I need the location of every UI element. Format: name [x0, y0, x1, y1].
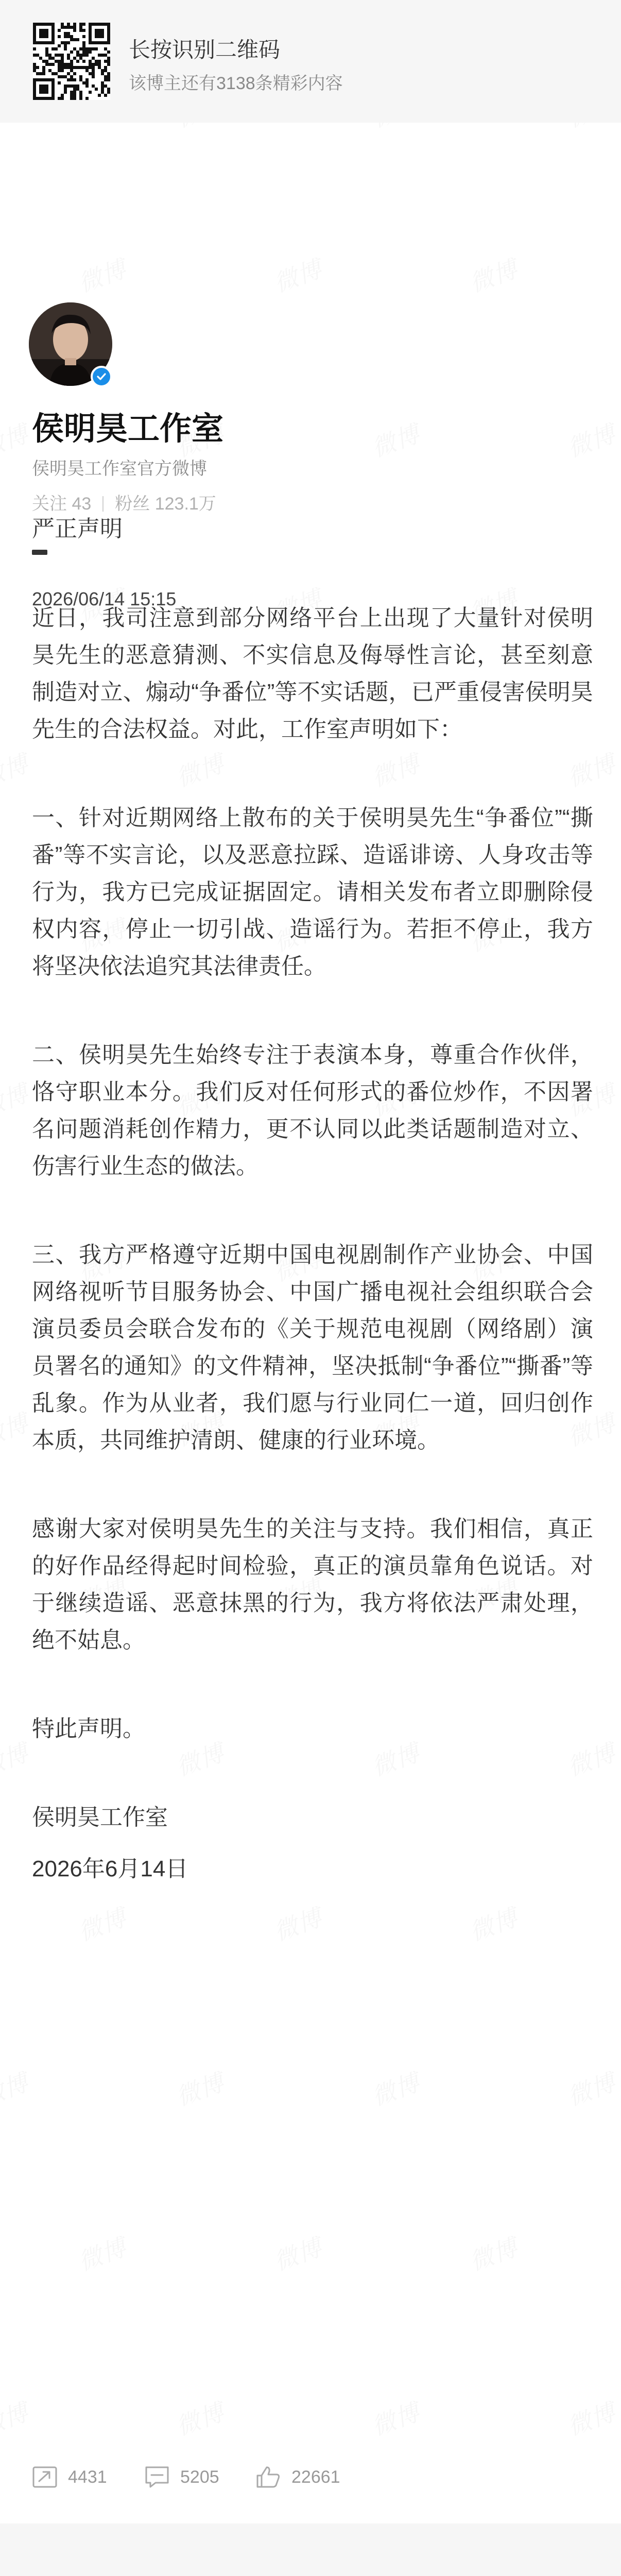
watermark-text [0, 2064, 33, 2113]
thumbs-up-icon [255, 2465, 281, 2489]
post-paragraph-one: 一、针对近期网络上散布的关于侯明昊先生“争番位”“撕番”等不实言论，以及恶意拉踩、造谣诽谤、人身攻击等行为，我方已完成证据固定。请相关发布者立即删除侵权内容，停止一切引战、造谣行为。若拒不停止，我方将坚决依法追究其法律责任。 [32, 805, 593, 979]
watermark-text [0, 745, 33, 794]
watermark-text [367, 2394, 425, 2443]
post-paragraph-thanks: 感谢大家对侯明昊先生的关注与支持。我们相信，真正的好作品经得起时间检验，真正的演员靠角色说话。对于继续造谣、恶意抹黑的行为，我方将依法严肃处理，绝不姑息。 [32, 1516, 593, 1653]
repost-icon [32, 2466, 58, 2488]
watermark-text [562, 2394, 620, 2443]
post-paragraph-closing: 特此声明。 [32, 1716, 145, 1741]
watermark-text [171, 2064, 229, 2113]
repost-count: 4431 [68, 2467, 107, 2487]
watermark-text [562, 415, 620, 464]
watermark-text [269, 250, 327, 299]
watermark-text [464, 1899, 523, 1948]
comment-count: 5205 [180, 2467, 219, 2487]
watermark-text [367, 2064, 425, 2113]
watermark-text [73, 1899, 131, 1948]
comment-button[interactable] [144, 2459, 219, 2495]
post-paragraph-intro: 近日，我司注意到部分网络平台上出现了大量针对侯明昊先生的恶意猜测、不实信息及侮辱性言论，甚至刻意制造对立、煽动“争番位”等不实话题，已严重侵害侯明昊先生的合法权益。对此，工作室声明如下： [32, 605, 593, 742]
watermark-text [367, 415, 425, 464]
post-signature-date: 2026年6月14日 [32, 1856, 188, 1882]
post-paragraph-three: 三、我方严格遵守近期中国电视剧制作产业协会、中国网络视听节目服务协会、中国广播电视社会组织联合会演员委员会联合发布的《关于规范电视剧（网络剧）演员署名的通知》的文件精神，坚决抵制“争番位”“撕番”等乱象。作为从业者，我们愿与行业同仁一道，回归创作本质，共同维护清朗、健康的行业环境。 [32, 1242, 593, 1453]
watermark-text [0, 1075, 33, 1124]
watermark-text [0, 2394, 33, 2443]
stats-divider [102, 496, 104, 512]
post-body [32, 510, 593, 1888]
like-count: 22661 [291, 2467, 340, 2487]
profile-name[interactable]: 侯明昊工作室 [32, 411, 224, 447]
verified-badge-icon [91, 366, 112, 387]
watermark-text [0, 1404, 33, 1453]
watermark-text [0, 415, 33, 464]
qr-code-icon[interactable] [33, 23, 110, 100]
profile-description: 侯明昊工作室官方微博 [32, 459, 207, 479]
bottom-qr-banner[interactable] [0, 2523, 621, 2576]
followers-count[interactable]: 粉丝 123.1万 [115, 494, 216, 514]
comment-icon [144, 2465, 170, 2489]
watermark-text [562, 2064, 620, 2113]
watermark-text [171, 2394, 229, 2443]
watermark-text [269, 1899, 327, 1948]
watermark-text [269, 2229, 327, 2278]
following-count[interactable]: 关注 43 [32, 494, 92, 514]
repost-button[interactable] [32, 2459, 107, 2495]
watermark-text [464, 250, 523, 299]
post-action-bar [0, 2459, 621, 2495]
watermark-text [73, 2229, 131, 2278]
top-qr-banner[interactable] [0, 0, 621, 123]
top-banner-subtitle: 该博主还有3138条精彩内容 [129, 74, 343, 93]
post-date: 2026/06/14 15:15 [32, 588, 177, 609]
post-title: 严正声明 [32, 516, 123, 541]
watermark-text [73, 250, 131, 299]
post-signature: 侯明昊工作室 [32, 1805, 168, 1830]
post-paragraph-two: 二、侯明昊先生始终专注于表演本身，尊重合作伙伴，恪守职业本分。我们反对任何形式的番位炒作，不因署名问题消耗创作精力，更不认同以此类话题制造对立、伤害行业生态的做法。 [32, 1042, 593, 1179]
like-button[interactable] [255, 2459, 340, 2495]
top-banner-title: 长按识别二维码 [129, 38, 281, 62]
watermark-text [0, 1734, 33, 1783]
watermark-text [464, 2229, 523, 2278]
